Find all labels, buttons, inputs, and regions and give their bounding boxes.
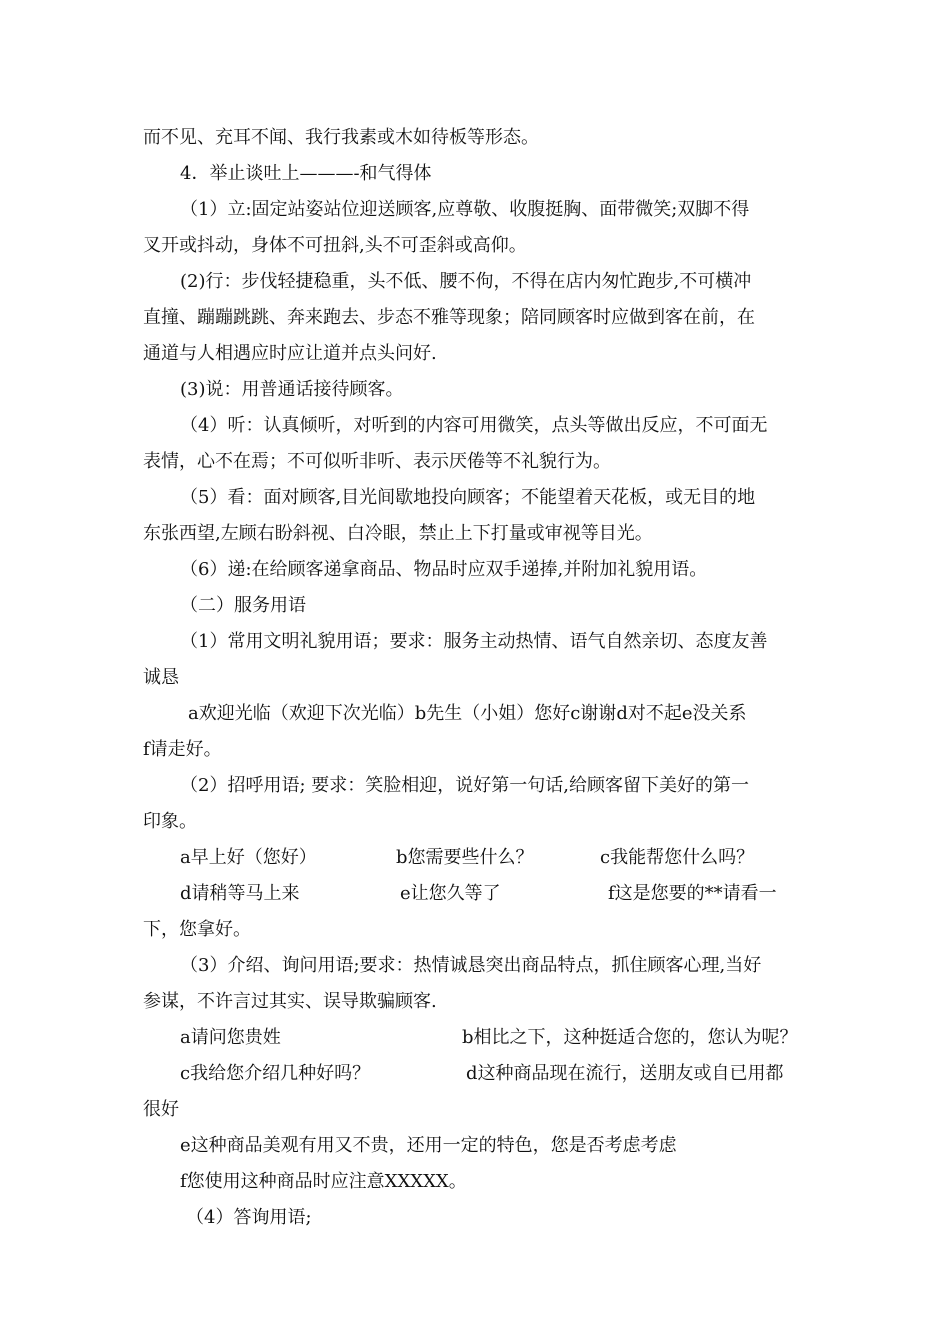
text-line: 表情，心不在焉；不可似听非听、表示厌倦等不礼貌行为。 (143, 451, 611, 472)
greeting-a: a早上好（您好） (180, 847, 317, 868)
greeting-row-2 (180, 881, 820, 907)
text-line: 诚恳 (143, 667, 179, 688)
text-line: （4）听：认真倾听，对听到的内容可用微笑，点头等做出反应，不可面无 (180, 415, 768, 436)
text-line: 而不见、充耳不闻、我行我素或木如待板等形态。 (143, 127, 539, 148)
text-line: 印象。 (143, 811, 197, 832)
text-line: (2)行：步伐轻捷稳重，头不低、腰不佝，不得在店内匆忙跑步,不可横冲 (180, 271, 752, 292)
greeting-b: b您需要些什么？ (396, 847, 534, 868)
text-line: （1）常用文明礼貌用语；要求：服务主动热情、语气自然亲切、态度友善 (180, 631, 768, 652)
text-line: 直撞、蹦蹦跳跳、奔来跑去、步态不雅等现象；陪同顾客时应做到客在前，在 (143, 307, 755, 328)
inquiry-row (180, 1025, 820, 1051)
section-heading: （二）服务用语 (180, 595, 306, 616)
inquiry-b: b相比之下，这种挺适合您的，您认为呢？ (462, 1027, 798, 1048)
text-line: （4）答询用语; (186, 1207, 312, 1228)
inquiry-row-2 (180, 1061, 820, 1087)
text-line: e这种商品美观有用又不贵，还用一定的特色，您是否考虑考虑 (180, 1135, 677, 1156)
text-line: （1）立:固定站姿站位迎送顾客,应尊敬、收腹挺胸、面带微笑;双脚不得 (180, 199, 750, 220)
text-line: 通道与人相遇应时应让道并点头问好. (143, 343, 437, 364)
text-line: f请走好。 (143, 739, 222, 760)
greeting-d: d请稍等马上来 (180, 883, 300, 904)
text-line: 下，您拿好。 (143, 919, 251, 940)
text-line: 参谋，不许言过其实、误导欺骗顾客. (143, 991, 437, 1012)
text-line: （6）递:在给顾客递拿商品、物品时应双手递捧,并附加礼貌用语。 (180, 559, 708, 580)
text-line: （2）招呼用语; 要求：笑脸相迎，说好第一句话,给顾客留下美好的第一 (180, 775, 749, 796)
greeting-row (180, 845, 800, 871)
text-line: f您使用这种商品时应注意XXXXX。 (180, 1171, 467, 1192)
text-line: a欢迎光临（欢迎下次光临）b先生（小姐）您好c谢谢d对不起e没关系 (188, 703, 747, 724)
inquiry-d: d这种商品现在流行，送朋友或自已用都 (466, 1063, 784, 1084)
text-line: 叉开或抖动，身体不可扭斜,头不可歪斜或高仰。 (143, 235, 527, 256)
section-heading: 4．举止谈吐上———-和气得体 (180, 163, 432, 184)
greeting-c: c我能帮您什么吗？ (600, 847, 755, 868)
inquiry-c: c我给您介绍几种好吗？ (180, 1063, 371, 1084)
greeting-e: e让您久等了 (400, 883, 501, 904)
inquiry-a: a请问您贵姓 (180, 1027, 281, 1048)
text-line: 很好 (143, 1099, 179, 1120)
text-line: 东张西望,左顾右盼斜视、白冷眼，禁止上下打量或审视等目光。 (143, 523, 653, 544)
text-line: (3)说：用普通话接待顾客。 (180, 379, 404, 400)
text-line: （3）介绍、询问用语;要求：热情诚恳突出商品特点，抓住顾客心理,当好 (180, 955, 762, 976)
greeting-f: f这是您要的**请看一 (608, 883, 777, 904)
text-line: （5）看：面对顾客,目光间歇地投向顾客；不能望着天花板，或无目的地 (180, 487, 756, 508)
